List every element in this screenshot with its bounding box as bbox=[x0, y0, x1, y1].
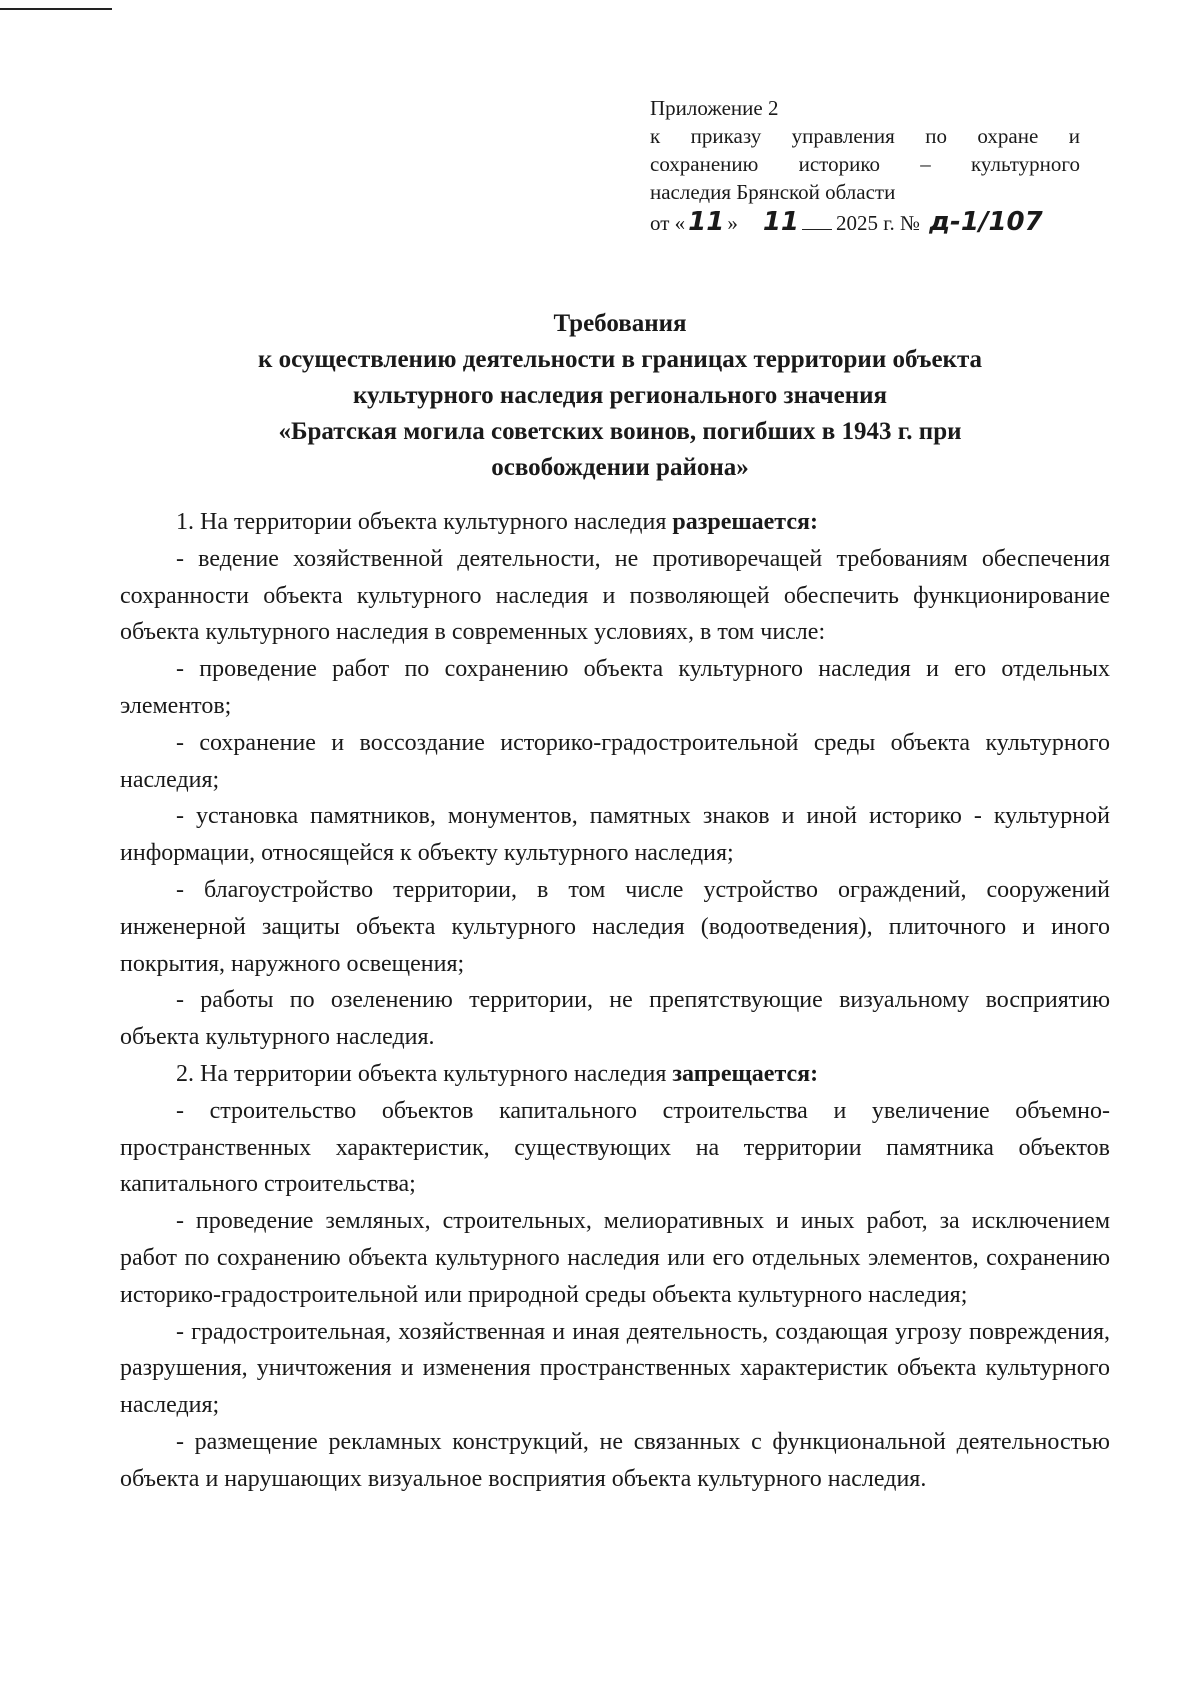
section-1-intro: 1. На территории объекта культурного наследия bbox=[176, 509, 667, 535]
section-1-item: - благоустройство территории, в том числе устройство ограждений, сооружений инженерной защиты объекта культурного наследия (водоотведения), плиточного и иного покрытия, наружного освещения; bbox=[120, 876, 1110, 977]
section-2-heading bbox=[120, 1056, 1110, 1093]
top-left-rule bbox=[0, 8, 112, 10]
title-line-1: Требования bbox=[553, 310, 687, 337]
section-1-heading bbox=[120, 504, 1110, 541]
date-day-handwritten: 11 bbox=[688, 207, 725, 237]
date-underline bbox=[802, 228, 832, 230]
order-number-handwritten: д-1/107 bbox=[929, 207, 1043, 237]
section-2-keyword: запрещается: bbox=[672, 1060, 819, 1087]
section-2-item: - проведение земляных, строительных, мелиоративных и иных работ, за исключением работ по сохранению объекта культурного наследия или его отдельных элементов, сохранению историко-градостроительной или природной среды объекта культурного наследия; bbox=[120, 1208, 1110, 1308]
section-2-item: - строительство объектов капитального строительства и увеличение объемно-пространственных характеристик, существующих на территории памятника объектов капитального строительства; bbox=[120, 1097, 1110, 1198]
title-line-2: к осуществлению деятельности в границах территории объекта bbox=[257, 346, 983, 373]
date-quote-close: » bbox=[727, 211, 738, 235]
document-title bbox=[120, 306, 1120, 486]
section-2-item: - размещение рекламных конструкций, не связанных с функциональной деятельностью объекта и нарушающих визуальное восприятия объекта культурного наследия. bbox=[120, 1428, 1110, 1492]
title-line-5: освобождении района» bbox=[491, 454, 749, 481]
date-month-handwritten: 11 bbox=[762, 207, 800, 237]
order-reference-line-2: сохранению историко – культурного bbox=[650, 152, 1080, 176]
order-reference-line-1: к приказу управления по охране и bbox=[650, 124, 1080, 148]
document-body bbox=[120, 504, 1110, 1498]
section-1-item: - работы по озеленению территории, не препятствующие визуальному восприятию объекта культурного наследия. bbox=[120, 987, 1110, 1051]
date-prefix: от « bbox=[650, 211, 686, 235]
section-2-intro: 2. На территории объекта культурного наследия bbox=[176, 1060, 667, 1087]
order-reference-line-3: наследия Брянской области bbox=[650, 180, 896, 204]
section-2-item: - градостроительная, хозяйственная и иная деятельность, создающая угрозу повреждения, разрушения, уничтожения и изменения пространственных характеристик объекта культурного наследия; bbox=[120, 1318, 1110, 1419]
section-1-item: - установка памятников, монументов, памятных знаков и иной историко - культурной информации, относящейся к объекту культурного наследия; bbox=[120, 803, 1110, 867]
date-year-text: 2025 г. № bbox=[836, 211, 921, 235]
title-line-3: культурного наследия регионального значения bbox=[352, 382, 888, 409]
order-date-row bbox=[650, 208, 1080, 237]
section-1-item: - проведение работ по сохранению объекта культурного наследия и его отдельных элементов; bbox=[120, 656, 1110, 719]
section-1-item: - ведение хозяйственной деятельности, не противоречащей требованиям обеспечения сохранности объекта культурного наследия и позволяющей обеспечить функционирование объекта культурного наследия в современных условиях, в том числе: bbox=[120, 545, 1110, 646]
appendix-label: Приложение 2 bbox=[650, 96, 779, 120]
section-1-item: - сохранение и воссоздание историко-градостроительной среды объекта культурного наследия; bbox=[120, 729, 1110, 793]
appendix-header bbox=[650, 94, 1080, 237]
section-1-keyword: разрешается: bbox=[672, 509, 818, 535]
title-line-4: «Братская могила советских воинов, погибших в 1943 г. при bbox=[278, 418, 962, 445]
